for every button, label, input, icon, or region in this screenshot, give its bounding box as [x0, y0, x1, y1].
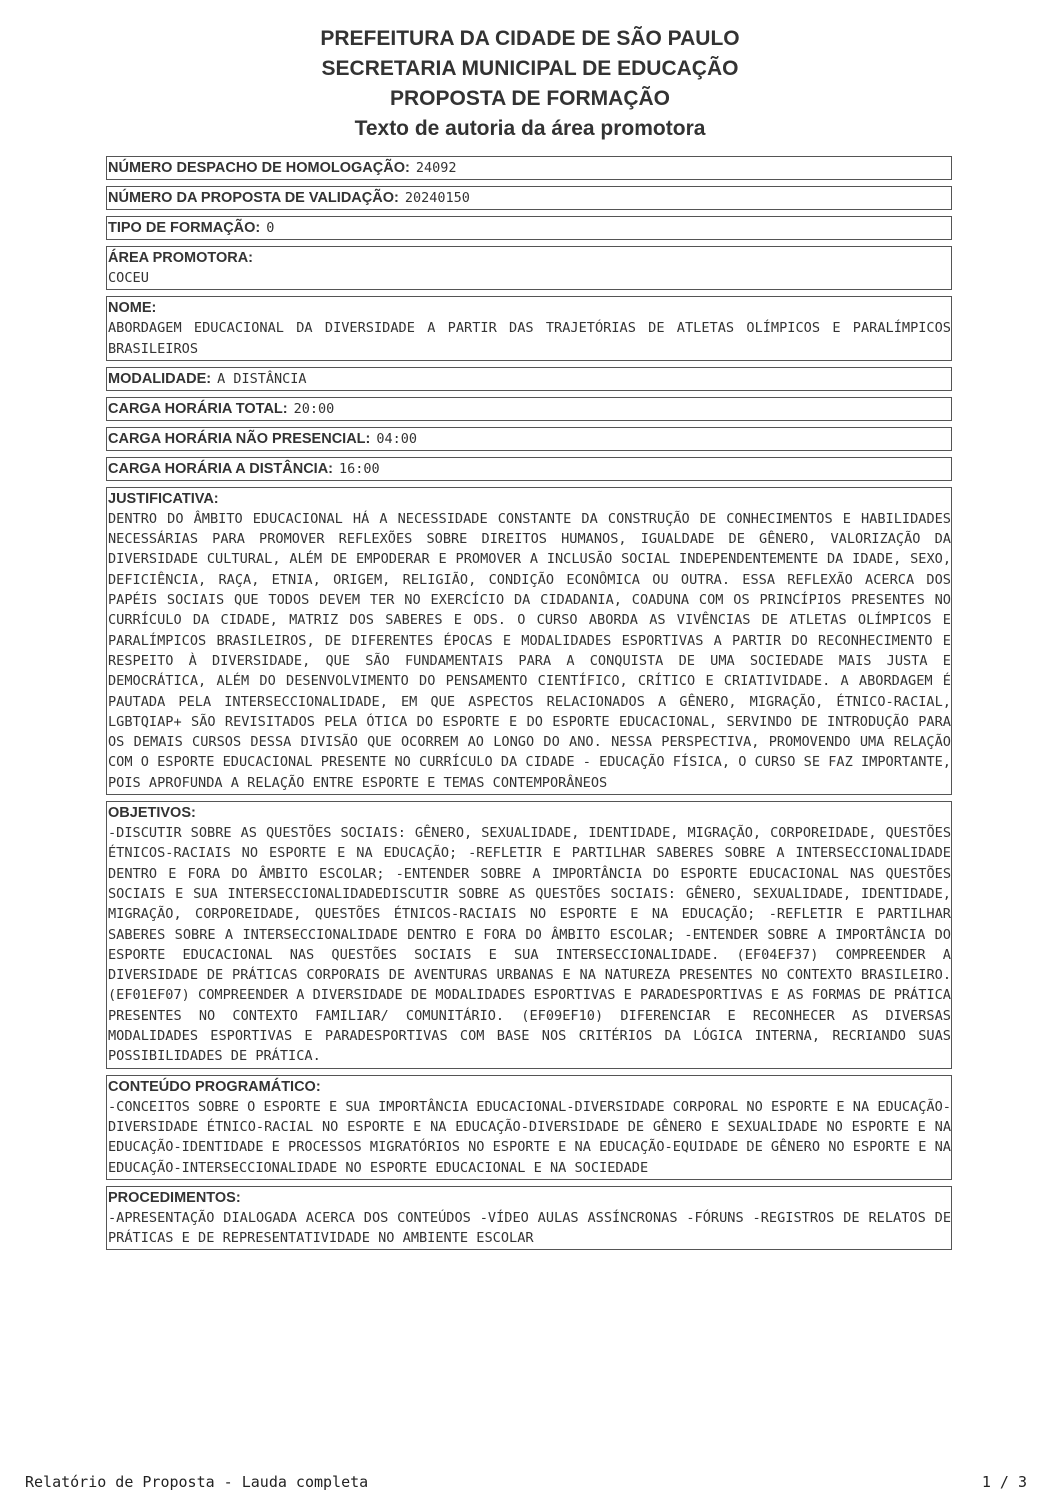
- form-fields: [106, 156, 952, 1256]
- field-carga-nao-presencial: [106, 427, 952, 451]
- field-value: -DISCUTIR SOBRE AS QUESTÕES SOCIAIS: GÊNERO, SEXUALIDADE, IDENTIDADE, MIGRAÇÃO, CORPOREIDADE, QUESTÕES ÉTNICOS-RACIAIS NO ESPORTE E NA EDUCAÇÃO; -REFLETIR E PARTILHAR SABERES SOBRE A INTERSECCIONALIDADE DENTRO E FORA DO ÂMBITO ESCOLAR; -ENTENDER SOBRE A IMPORTÂNCIA DO ESPORTE EDUCACIONAL NAS QUESTÕES SOCIAIS E SUA INTERSECCIONALIDADEDISCUTIR SOBRE AS QUESTÕES SOCIAIS: GÊNERO, SEXUALIDADE, IDENTIDADE, MIGRAÇÃO, CORPOREIDADE, QUESTÕES ÉTNICOS-RACIAIS NO ESPORTE E NA EDUCAÇÃO; -REFLETIR E PARTILHAR SABERES SOBRE A INTERSECCIONALIDADE DENTRO E FORA DO ÂMBITO ESCOLAR; -ENTENDER SOBRE A IMPORTÂNCIA DO ESPORTE EDUCACIONAL NAS QUESTÕES SOCIAIS E SUA INTERSECCIONALIDADE. (EF04EF37) COMPREENDER A DIVERSIDADE DE PRÁTICAS CORPORAIS DE AVENTURAS URBANAS E NA NATUREZA PRESENTES NO CONTEXTO BRASILEIRO. (EF01EF07) COMPREENDER A DIVERSIDADE DE MODALIDADES ESPORTIVAS E PARADESPORTIVAS E AS FORMAS DE PRÁTICA PRESENTES NO CONTEXTO FAMILIAR/ COMUNITÁRIO. (EF09EF10) DIFERENCIAR E RECONHECER AS DIVERSAS MODALIDADES ESPORTIVAS E PARADESPORTIVAS COM BASE NOS CRITÉRIOS DA LÓGICA INTERNA, RECRIANDO SUAS POSSIBILIDADES DE PRÁTICA.: [108, 825, 951, 1065]
- field-label: TIPO DE FORMAÇÃO:: [108, 220, 261, 236]
- field-value: 20:00: [293, 400, 335, 417]
- field-nome: [106, 296, 952, 361]
- page-number: 1 / 3: [981, 1473, 1027, 1491]
- field-conteudo-programatico: [106, 1075, 952, 1180]
- field-value: -CONCEITOS SOBRE O ESPORTE E SUA IMPORTÂNCIA EDUCACIONAL-DIVERSIDADE CORPORAL NO ESPORTE E NA EDUCAÇÃO-DIVERSIDADE ÉTNICO-RACIAL NO ESPORTE E NA EDUCAÇÃO-DIVERSIDADE DE GÊNERO E SEXUALIDADE NO ESPORTE E NA EDUCAÇÃO-IDENTIDADE E PROCESSOS MIGRATÓRIOS NO ESPORTE E NA EDUCAÇÃO-EQUIDADE DE GÊNERO NO ESPORTE E NA EDUCAÇÃO-INTERSECCIONALIDADE NO ESPORTE EDUCACIONAL E NA SOCIEDADE: [108, 1098, 951, 1176]
- field-justificativa: [106, 487, 952, 795]
- field-objetivos: [106, 801, 952, 1069]
- footer-report-title: Relatório de Proposta - Lauda completa: [25, 1473, 369, 1491]
- field-value: 20240150: [404, 190, 470, 206]
- document-header: [0, 24, 1060, 144]
- field-label: MODALIDADE:: [108, 370, 212, 387]
- field-carga-distancia: [106, 457, 952, 481]
- field-tipo: [106, 216, 952, 240]
- field-value: 0: [266, 220, 275, 236]
- header-subtitle: Texto de autoria da área promotora: [354, 117, 706, 140]
- field-label: ÁREA PROMOTORA:: [108, 250, 253, 266]
- field-value: A DISTÂNCIA: [217, 370, 307, 387]
- field-modalidade: [106, 367, 952, 391]
- header-line-secretaria: SECRETARIA MUNICIPAL DE EDUCAÇÃO: [321, 57, 739, 80]
- field-despacho: [106, 156, 952, 180]
- field-label: PROCEDIMENTOS:: [108, 1189, 241, 1206]
- field-label: CARGA HORÁRIA TOTAL:: [108, 400, 288, 417]
- field-label: CARGA HORÁRIA NÃO PRESENCIAL:: [108, 430, 371, 447]
- field-label: JUSTIFICATIVA:: [108, 490, 219, 507]
- field-proposta: [106, 186, 952, 210]
- field-procedimentos: [106, 1186, 952, 1251]
- field-value: ABORDAGEM EDUCACIONAL DA DIVERSIDADE A PARTIR DAS TRAJETÓRIAS DE ATLETAS OLÍMPICOS E PARALÍMPICOS BRASILEIROS: [108, 320, 951, 357]
- field-label: CONTEÚDO PROGRAMÁTICO:: [108, 1078, 321, 1095]
- field-label: NÚMERO DA PROPOSTA DE VALIDAÇÃO:: [108, 190, 399, 206]
- field-value: COCEU: [108, 270, 149, 286]
- field-value: DENTRO DO ÂMBITO EDUCACIONAL HÁ A NECESSIDADE CONSTANTE DA CONSTRUÇÃO DE CONHECIMENTOS E HABILIDADES NECESSÁRIAS PARA PROMOVER REFLEXÕES SOBRE DIREITOS HUMANOS, IGUALDADE DE GÊNERO, VALORIZAÇÃO DA DIVERSIDADE CULTURAL, ALÉM DE EMPODERAR E PROMOVER A INCLUSÃO SOCIAL INDEPENDENTEMENTE DA IDADE, SEXO, DEFICIÊNCIA, RAÇA, ETNIA, ORIGEM, RELIGIÃO, CONDIÇÃO ECONÔMICA OU OUTRA. ESSA REFLEXÃO ACERCA DOS PAPÉIS SOCIAIS QUE TODOS DEVEM TER NO EXERCÍCIO DA CIDADANIA, COADUNA COM OS PRINCÍPIOS PRESENTES NO CURRÍCULO DA CIDADE, MATRIZ DOS SABERES E ODS. O CURSO ABORDA AS VIVÊNCIAS DE ATLETAS OLÍMPICOS E PARALÍMPICOS BRASILEIROS, DE DIFERENTES ÉPOCAS E MODALIDADES ESPORTIVAS A PARTIR DO RECONHECIMENTO E RESPEITO À DIVERSIDADE, QUE SÃO FUNDAMENTAIS PARA A CONQUISTA DE UMA SOCIEDADE MAIS JUSTA E DEMOCRÁTICA, ALÉM DO DESENVOLVIMENTO DO PENSAMENTO CIENTÍFICO, CRÍTICO E CRIATIVIDADE. A ABORDAGEM É PAUTADA PELA INTERSECCIONALIDADE, EM QUE ASPECTOS RELACIONADOS A GÊNERO, MIGRAÇÃO, ÉTNICO-RACIAL, LGBTQIAP+ SÃO REVISITADOS PELA ÓTICA DO ESPORTE E DO ESPORTE EDUCACIONAL, SERVINDO DE INTRODUÇÃO PARA OS DEMAIS CURSOS DESSA DIVISÃO QUE OCORREM AO LONGO DO ANO. NESSA PERSPECTIVA, PROMOVENDO UMA RELAÇÃO COM O ESPORTE EDUCACIONAL PRESENTE NO CURRÍCULO DA CIDADE - EDUCAÇÃO FÍSICA, O CURSO SE FAZ IMPORTANTE, POIS APROFUNDA A RELAÇÃO ENTRE ESPORTE E TEMAS CONTEMPORÂNEOS: [108, 510, 951, 791]
- field-value: 24092: [415, 160, 457, 176]
- field-label: OBJETIVOS:: [108, 805, 196, 822]
- field-value: -APRESENTAÇÃO DIALOGADA ACERCA DOS CONTEÚDOS -VÍDEO AULAS ASSÍNCRONAS -FÓRUNS -REGISTROS DE RELATOS DE PRÁTICAS E DE REPRESENTATIVIDADE NO AMBIENTE ESCOLAR: [108, 1209, 951, 1247]
- field-value: 04:00: [376, 430, 417, 447]
- header-line-proposta: PROPOSTA DE FORMAÇÃO: [389, 87, 670, 110]
- field-value: 16:00: [339, 460, 380, 477]
- field-label: NÚMERO DESPACHO DE HOMOLOGAÇÃO:: [108, 160, 410, 176]
- field-carga-total: [106, 397, 952, 421]
- field-area-promotora: [106, 246, 952, 290]
- field-label: NOME:: [108, 300, 157, 317]
- header-line-prefeitura: PREFEITURA DA CIDADE DE SÃO PAULO: [320, 27, 740, 50]
- field-label: CARGA HORÁRIA A DISTÂNCIA:: [108, 460, 334, 477]
